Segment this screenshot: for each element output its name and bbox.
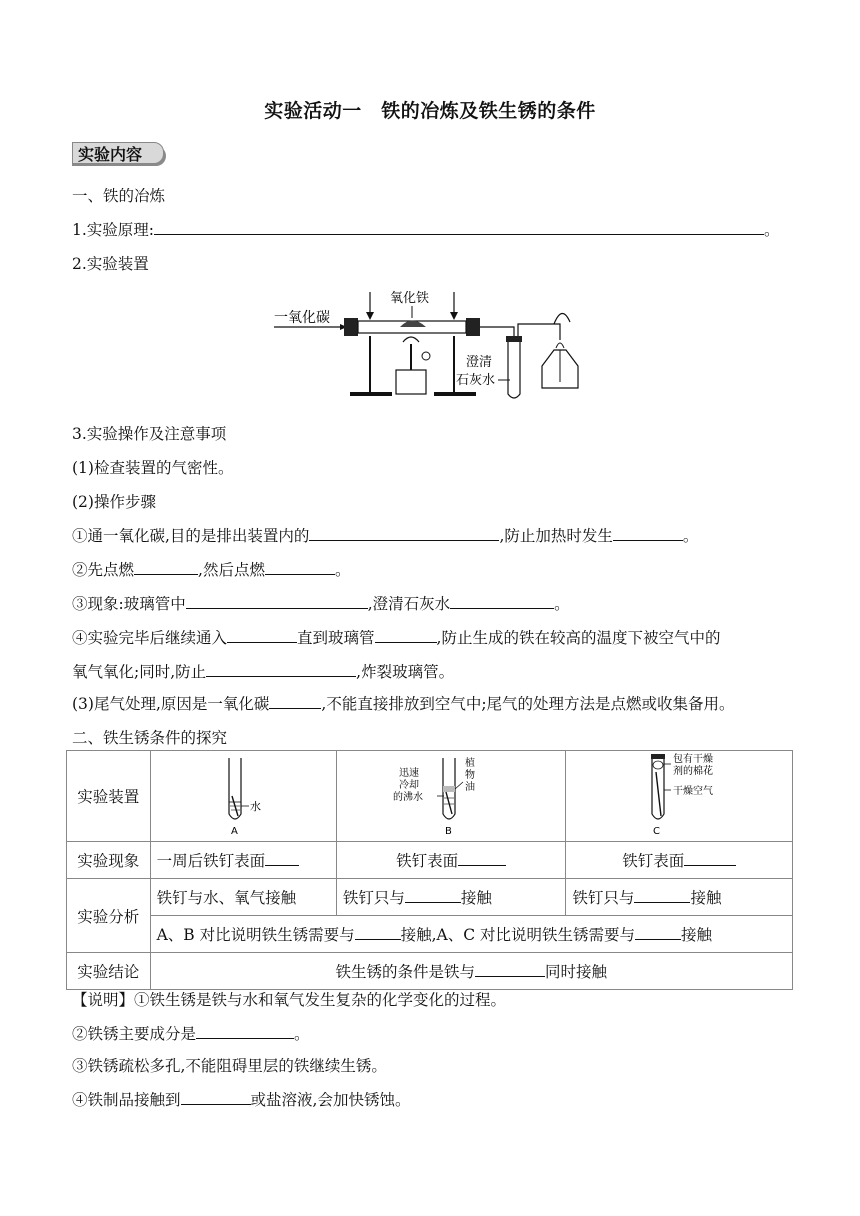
an-row2: A、B 对比说明铁生锈需要与 接触,A、C 对比说明铁生锈需要与 接触 [150,916,792,953]
tube-a-water: 水 [250,800,262,813]
blank-step2-b[interactable] [265,559,335,575]
blank-phen-b[interactable] [458,850,506,866]
blank-conclusion[interactable] [475,961,545,977]
tube-c-air: 干燥空气 [673,786,714,797]
tube-b-left-2: 冷却 [399,780,420,791]
blank-phen-c[interactable] [684,850,736,866]
blank-step1-a[interactable] [309,525,499,541]
page-title: 实验活动一 铁的冶炼及铁生锈的条件 [264,100,596,122]
tube-b-letter: B [445,826,452,836]
step3: ③现象:玻璃管中 ,澄清石灰水 。 [72,595,570,613]
blank-an-c[interactable] [634,887,690,903]
tube-a-letter: A [231,826,239,836]
blank-step4-a[interactable] [227,627,297,643]
tube-c-letter: C [653,826,661,836]
op1: (1)检查装置的气密性。 [72,459,234,477]
badge-label: 实验内容 [78,145,143,164]
note-1: 【说明】①铁生锈是铁与水和氧气发生复杂的化学变化的过程。 [72,991,507,1009]
step4: ④实验完毕后继续通入 直到玻璃管 ,防止生成的铁在较高的温度下被空气中的 [72,629,721,647]
tube-c-cotton-2: 剂的棉花 [673,766,714,777]
blank-step2-a[interactable] [134,559,198,575]
limewater-label-2: 石灰水 [456,373,496,388]
an-c: 铁钉只与 接触 [566,879,793,916]
rust-experiment-table [66,750,793,990]
phen-b: 铁钉表面 [336,842,566,879]
row-label-analysis: 实验分析 [67,879,151,953]
blank-step4-c[interactable] [206,661,356,677]
row-label-device: 实验装置 [67,751,151,842]
an-b: 铁钉只与 接触 [336,879,566,916]
limewater-label-1: 澄清 [466,355,493,370]
apparatus-heading: 2.实验装置 [72,255,149,273]
tube-c-cotton-1: 包有干燥 [673,754,714,765]
heading-iron-smelting: 一、铁的冶炼 [72,187,166,205]
tube-c-figure [619,752,739,836]
row-label-conclusion: 实验结论 [67,953,151,990]
phen-a: 一周后铁钉表面 [150,842,336,879]
tube-b-left-3: 的沸水 [393,792,424,803]
section-badge [72,142,166,166]
heading-rust: 二、铁生锈条件的探究 [72,729,228,747]
blank-phen-a[interactable] [265,850,299,866]
blank-step4-b[interactable] [375,627,437,643]
conclusion: 铁生锈的条件是铁与 同时接触 [150,953,792,990]
phen-c: 铁钉表面 [566,842,793,879]
step4-cont: 氧气氧化;同时,防止 ,炸裂玻璃管。 [72,663,455,681]
tube-b-left-1: 迅速 [399,768,420,779]
blank-note-2[interactable] [196,1023,294,1039]
blank-step3-b[interactable] [450,593,554,609]
an-a: 铁钉与水、氧气接触 [150,879,336,916]
tube-b-figure [391,752,511,836]
apparatus-diagram [270,284,590,404]
row-label-phenomenon: 实验现象 [67,842,151,879]
ops-heading: 3.实验操作及注意事项 [72,425,227,443]
op2: (2)操作步骤 [72,493,156,511]
blank-step1-b[interactable] [613,525,683,541]
blank-note-4[interactable] [181,1089,251,1105]
step2: ②先点燃 ,然后点燃 。 [72,561,351,579]
fe2o3-label: 氧化铁 [390,291,430,306]
blank-principle[interactable] [154,219,764,235]
tube-c-cell [566,751,793,842]
tube-b-cell [336,751,566,842]
note-3: ③铁锈疏松多孔,不能阻碍里层的铁继续生锈。 [72,1057,387,1075]
op3: (3)尾气处理,原因是一氧化碳 ,不能直接排放到空气中;尾气的处理方法是点燃或收集备用。 [72,695,735,713]
step1: ①通一氧化碳,目的是排出装置内的 ,防止加热时发生 。 [72,527,699,545]
tube-b-oil-3: 油 [465,782,476,793]
co-label: 一氧化碳 [274,310,330,326]
tube-b-oil-2: 物 [465,770,476,781]
note-2: ②铁锈主要成分是 。 [72,1025,310,1043]
tube-b-oil-1: 植 [465,758,476,769]
blank-an-row2-b[interactable] [635,924,681,940]
blank-an-row2-a[interactable] [355,924,401,940]
blank-an-b[interactable] [405,887,461,903]
blank-op3[interactable] [269,693,321,709]
blank-step3-a[interactable] [186,593,368,609]
principle-line: 1.实验原理: 。 [72,221,780,239]
tube-a-cell [150,751,336,842]
tube-a-figure [213,752,273,836]
note-4: ④铁制品接触到 或盐溶液,会加快锈蚀。 [72,1091,411,1109]
